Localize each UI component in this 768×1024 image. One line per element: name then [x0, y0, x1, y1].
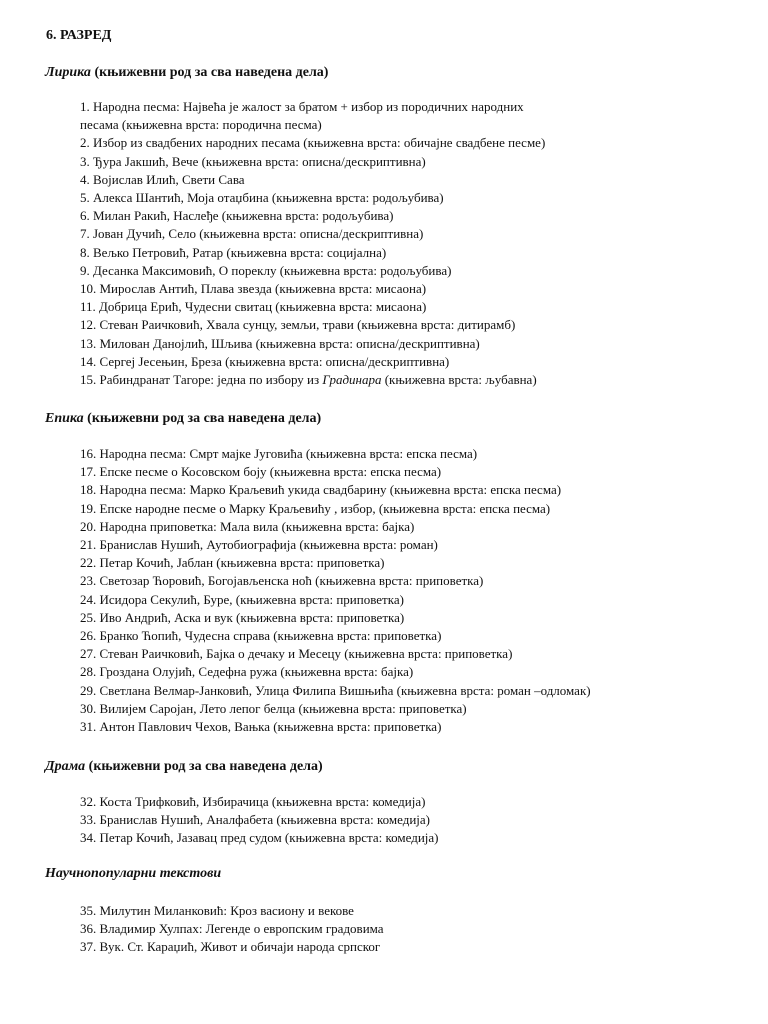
list-item: 4. Војислав Илић, Свети Сава [80, 171, 245, 187]
section-note: (књижевни род за сва наведена дела) [94, 65, 329, 80]
section-heading-epic [45, 410, 321, 428]
list-item: 34. Петар Кочић, Јазавац пред судом (књижевна врста: комедија) [80, 830, 439, 846]
section-genre: Епика [45, 411, 84, 426]
list-item: 20. Народна приповетка: Мала вила (књижевна врста: бајка) [80, 518, 415, 534]
list-item: 28. Гроздана Олујић, Седефна ружа (књижевна врста: бајка) [80, 664, 414, 680]
list-item: 11. Добрица Ерић, Чудесни свитац (књижевна врста: мисаона) [80, 299, 427, 315]
list-item: 6. Милан Ракић, Наслеђе (књижевна врста: родољубива) [80, 208, 394, 224]
lyric-list [80, 98, 680, 389]
list-item: 31. Антон Павлович Чехов, Вањка (књижевна врста: приповетка) [80, 719, 442, 735]
list-item: 23. Светозар Ћоровић, Богојављенска ноћ (књижевна врста: приповетка) [80, 573, 484, 589]
book-title: Градинара [322, 372, 382, 388]
list-item: 30. Вилијем Саројан, Лето лепог белца (књижевна врста: приповетка) [80, 700, 467, 716]
list-item: 37. Вук. Ст. Караџић, Живот и обичаји народа српског [80, 939, 381, 955]
list-item: 32. Коста Трифковић, Избирачица (књижевна врста: комедија) [80, 794, 426, 809]
list-item: 2. Избор из свадбених народних песама (књижевна врста: обичајне свадбене песме) [80, 135, 546, 151]
list-item: 27. Стеван Раичковић, Бајка о дечаку и Месецу (књижевна врста: приповетка) [80, 646, 513, 662]
list-item: 13. Милован Данојлић, Шљива (књижевна врста: описна/дескриптивна) [80, 335, 480, 351]
list-item: 22. Петар Кочић, Јаблан (књижевна врста: приповетка) [80, 555, 385, 571]
list-item: 3. Ђура Јакшић, Вече (књижевна врста: описна/дескриптивна) [80, 153, 426, 169]
list-item: 36. Владимир Хулпах: Легенде о европским градовима [80, 921, 384, 937]
epic-list [80, 445, 680, 736]
list-item-text: (књижевна врста: љубавна) [381, 372, 537, 388]
list-item-text: 15. Рабиндранат Тагоре: једна по избору из [80, 372, 323, 388]
list-item: 14. Сергеј Јесењин, Бреза (књижевна врста: описна/дескриптивна) [80, 353, 450, 369]
section-genre: Научнопопуларни текстови [45, 866, 222, 881]
section-heading-lyric [45, 64, 328, 82]
list-item: 17. Епске песме о Косовском боју (књижевна врста: епска песма) [80, 464, 442, 480]
list-item: 35. Милутин Миланковић: Кроз васиону и векове [80, 903, 354, 918]
list-item: 21. Бранислав Нушић, Аутобиографија (књижевна врста: роман) [80, 537, 438, 553]
section-genre: Драма [45, 759, 86, 774]
list-item: 8. Вељко Петровић, Ратар (књижевна врста: социјална) [80, 244, 387, 260]
list-item: 10. Мирослав Антић, Плава звезда (књижевна врста: мисаона) [80, 281, 427, 297]
section-note: (књижевни род за сва наведена дела) [87, 411, 322, 426]
section-heading-drama [45, 758, 323, 776]
list-item: 12. Стеван Раичковић, Хвала сунцу, земљи, трави (књижевна врста: дитирамб) [80, 317, 516, 333]
list-item [80, 371, 680, 389]
list-item: 18. Народна песма: Марко Краљевић укида свадбарину (књижевна врста: епска песма) [80, 482, 562, 498]
list-item: 33. Бранислав Нушић, Аналфабета (књижевна врста: комедија) [80, 812, 430, 828]
list-item-continuation: песама (књижевна врста: породична песма) [80, 117, 322, 133]
list-item: 25. Иво Андрић, Аска и вук (књижевна врста: приповетка) [80, 609, 405, 625]
list-item: 24. Исидора Секулић, Буре, (књижевна врста: приповетка) [80, 591, 404, 607]
list-item-text: 1. Народна песма: Највећа је жалост за братом + избор из породичних народних [80, 99, 524, 114]
list-item: 7. Јован Дучић, Село (књижевна врста: описна/дескриптивна) [80, 226, 424, 242]
page-title: 6. РАЗРЕД [46, 28, 112, 43]
list-item [80, 98, 680, 134]
list-item: 26. Бранко Ћопић, Чудесна справа (књижевна врста: приповетка) [80, 628, 442, 644]
list-item: 29. Светлана Велмар-Јанковић, Улица Филипа Вишњића (књижевна врста: роман –одломак) [80, 682, 591, 698]
list-item: 16. Народна песма: Смрт мајке Југовића (књижевна врста: епска песма) [80, 446, 478, 461]
section-note: (књижевни род за сва наведена дела) [88, 759, 323, 774]
section-genre: Лирика [45, 65, 91, 80]
list-item: 5. Алекса Шантић, Моја отаџбина (књижевна врста: родољубива) [80, 190, 444, 206]
drama-list [80, 793, 680, 848]
popular-science-list [80, 902, 680, 957]
list-item: 9. Десанка Максимовић, О пореклу (књижевна врста: родољубива) [80, 262, 452, 278]
list-item: 19. Епске народне песме о Марку Краљевићу , избор, (књижевна врста: епска песма) [80, 500, 551, 516]
section-heading-popular-science [45, 865, 221, 883]
